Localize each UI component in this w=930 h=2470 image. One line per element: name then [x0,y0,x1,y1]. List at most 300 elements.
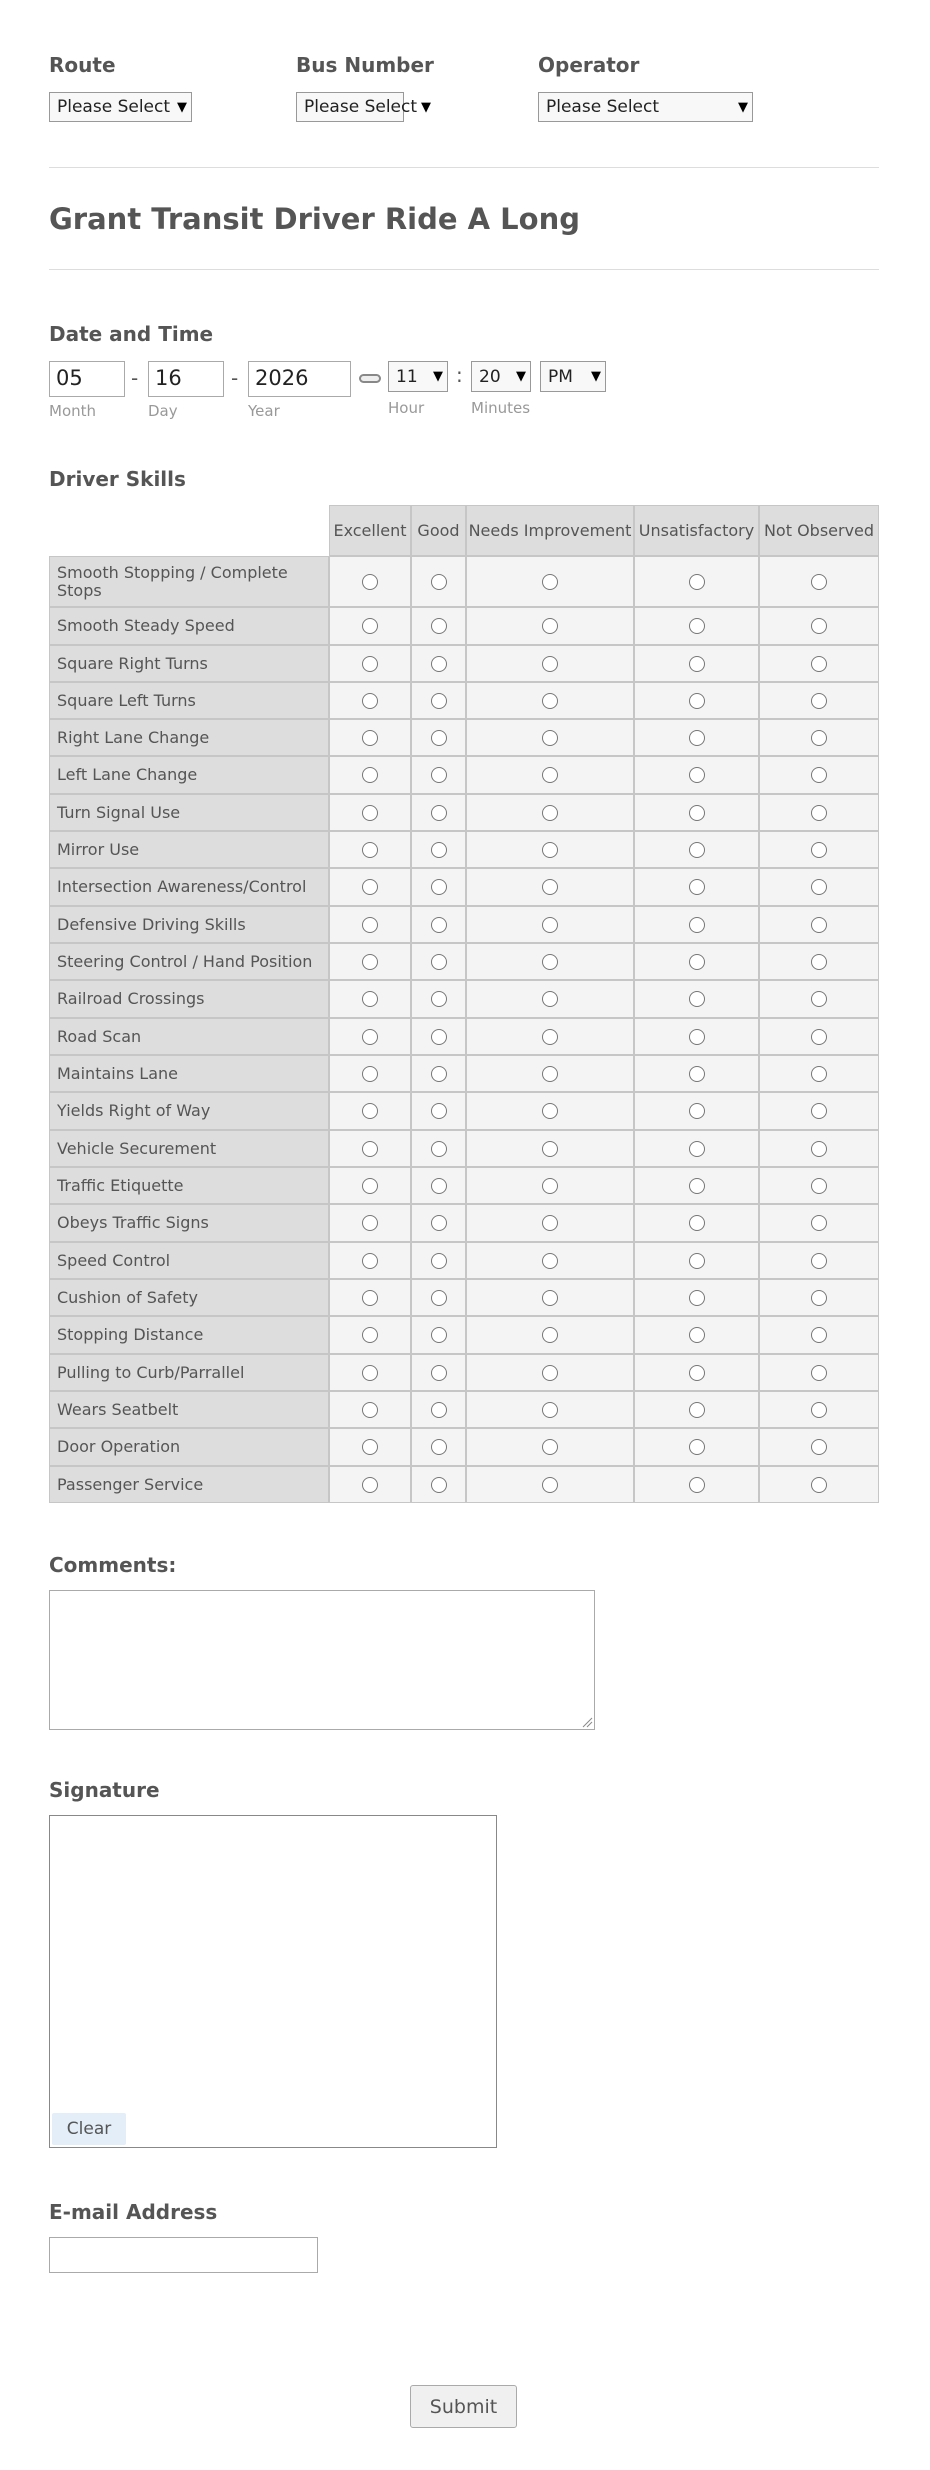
rating-radio[interactable] [689,1141,705,1157]
rating-radio[interactable] [362,656,378,672]
matrix-cell [329,1316,411,1354]
rating-radio[interactable] [431,1290,447,1306]
rating-radio[interactable] [542,1327,558,1343]
rating-radio[interactable] [542,656,558,672]
rating-radio[interactable] [542,805,558,821]
matrix-row-label: Square Left Turns [49,682,329,719]
rating-radio[interactable] [811,1178,827,1194]
bus-number-select[interactable] [296,92,432,122]
rating-radio[interactable] [362,1253,378,1269]
rating-radio[interactable] [542,842,558,858]
matrix-cell [466,794,634,831]
rating-radio[interactable] [362,1365,378,1381]
matrix-cell [466,682,634,719]
rating-radio[interactable] [811,1103,827,1119]
rating-radio[interactable] [689,1290,705,1306]
rating-radio[interactable] [542,1029,558,1045]
chevron-down-icon: ▼ [177,99,187,115]
rating-radio[interactable] [811,879,827,895]
rating-radio[interactable] [689,767,705,783]
matrix-cell [329,719,411,756]
rating-radio[interactable] [431,1066,447,1082]
rating-radio[interactable] [542,1402,558,1418]
matrix-cell [634,906,759,943]
chevron-down-icon: ▼ [738,99,748,115]
matrix-cell [634,1018,759,1055]
matrix-cell [466,831,634,868]
matrix-cell [329,607,411,645]
matrix-cell [411,756,466,794]
matrix-cell [759,1316,879,1354]
rating-radio[interactable] [362,991,378,1007]
email-label: E-mail Address [49,2200,218,2224]
matrix-cell [329,645,411,682]
matrix-cell [411,1354,466,1391]
rating-radio[interactable] [542,1290,558,1306]
rating-radio[interactable] [431,767,447,783]
rating-radio[interactable] [431,693,447,709]
rating-radio[interactable] [689,879,705,895]
date-time-label: Date and Time [49,322,214,346]
rating-radio[interactable] [811,954,827,970]
rating-radio[interactable] [689,1439,705,1455]
rating-radio[interactable] [542,618,558,634]
matrix-cell [634,1167,759,1204]
matrix-row-label: Traffic Etiquette [49,1167,329,1204]
matrix-cell [466,756,634,794]
route-select[interactable] [49,92,192,122]
rating-radio[interactable] [431,1029,447,1045]
rating-radio[interactable] [431,730,447,746]
chevron-down-icon: ▼ [591,369,601,384]
rating-radio[interactable] [362,574,378,590]
matrix-cell [466,645,634,682]
calendar-icon[interactable] [359,374,381,383]
rating-radio[interactable] [811,1253,827,1269]
rating-radio[interactable] [362,842,378,858]
matrix-cell [759,682,879,719]
rating-radio[interactable] [431,842,447,858]
signature-pad[interactable] [49,1815,497,2148]
matrix-cell [329,1466,411,1503]
rating-radio[interactable] [811,1402,827,1418]
rating-radio[interactable] [689,1066,705,1082]
rating-radio[interactable] [542,767,558,783]
rating-radio[interactable] [811,767,827,783]
rating-radio[interactable] [431,1365,447,1381]
rating-radio[interactable] [811,805,827,821]
rating-radio[interactable] [811,574,827,590]
matrix-row-label: Smooth Steady Speed [49,607,329,645]
matrix-row-label: Stopping Distance [49,1316,329,1354]
matrix-row-label: Turn Signal Use [49,794,329,831]
matrix-cell [466,906,634,943]
rating-radio[interactable] [811,1290,827,1306]
rating-radio[interactable] [362,1066,378,1082]
rating-radio[interactable] [811,1327,827,1343]
rating-radio[interactable] [542,1365,558,1381]
matrix-cell [759,645,879,682]
route-label: Route [49,53,116,77]
divider [49,167,879,168]
rating-radio[interactable] [362,618,378,634]
rating-radio[interactable] [431,1402,447,1418]
matrix-cell [329,943,411,980]
rating-radio[interactable] [689,842,705,858]
matrix-cell [759,1279,879,1316]
submit-button[interactable]: Submit [410,2385,517,2428]
operator-select[interactable] [538,92,753,122]
matrix-cell [329,1167,411,1204]
rating-radio[interactable] [542,1477,558,1493]
time-separator: : [456,363,463,387]
matrix-cell [411,831,466,868]
matrix-cell [466,719,634,756]
matrix-cell [411,943,466,980]
matrix-cell [329,556,411,607]
matrix-cell [329,831,411,868]
rating-radio[interactable] [362,767,378,783]
matrix-cell [466,1279,634,1316]
rating-radio[interactable] [542,730,558,746]
rating-radio[interactable] [542,954,558,970]
day-input[interactable]: 16 [148,361,224,397]
matrix-cell [759,1354,879,1391]
rating-radio[interactable] [689,917,705,933]
matrix-cell [329,1428,411,1466]
matrix-cell [634,868,759,906]
rating-radio[interactable] [362,1290,378,1306]
rating-radio[interactable] [689,1178,705,1194]
minutes-sublabel: Minutes [471,399,531,417]
matrix-cell [329,1204,411,1242]
matrix-cell [329,1391,411,1428]
rating-radio[interactable] [431,1439,447,1455]
matrix-cell [466,1204,634,1242]
rating-radio[interactable] [689,656,705,672]
rating-radio[interactable] [542,879,558,895]
ampm-select[interactable] [540,361,606,392]
matrix-cell [466,1018,634,1055]
rating-radio[interactable] [362,1402,378,1418]
rating-radio[interactable] [542,991,558,1007]
matrix-column-header: Unsatisfactory [634,505,759,556]
rating-radio[interactable] [811,917,827,933]
matrix-cell [329,1092,411,1130]
rating-radio[interactable] [689,1253,705,1269]
matrix-row-label: Defensive Driving Skills [49,906,329,943]
divider [49,269,879,270]
matrix-cell [466,868,634,906]
rating-radio[interactable] [542,1141,558,1157]
rating-radio[interactable] [689,991,705,1007]
rating-radio[interactable] [542,1066,558,1082]
matrix-cell [759,943,879,980]
matrix-column-header: Good [411,505,466,556]
matrix-cell [759,906,879,943]
matrix-cell [329,1055,411,1092]
driver-skills-label: Driver Skills [49,467,186,491]
matrix-cell [634,831,759,868]
operator-label: Operator [538,53,640,77]
matrix-column-header: Excellent [329,505,411,556]
matrix-row-label: Speed Control [49,1242,329,1279]
rating-radio[interactable] [689,693,705,709]
rating-radio[interactable] [811,1029,827,1045]
month-input[interactable]: 05 [49,361,125,397]
date-separator: - [131,366,139,390]
matrix-row-label: Passenger Service [49,1466,329,1503]
bus-number-label: Bus Number [296,53,434,77]
matrix-cell [411,1018,466,1055]
rating-radio[interactable] [542,1215,558,1231]
rating-radio[interactable] [811,991,827,1007]
matrix-cell [466,1130,634,1167]
matrix-cell [634,943,759,980]
matrix-cell [411,1391,466,1428]
rating-radio[interactable] [362,917,378,933]
matrix-cell [411,1167,466,1204]
rating-radio[interactable] [811,730,827,746]
rating-radio[interactable] [689,1029,705,1045]
hour-select[interactable] [388,361,448,392]
rating-radio[interactable] [431,991,447,1007]
rating-radio[interactable] [362,954,378,970]
matrix-cell [759,607,879,645]
matrix-row-label: Vehicle Securement [49,1130,329,1167]
matrix-cell [466,1167,634,1204]
route-select-value: Please Select [57,97,171,117]
rating-radio[interactable] [431,1215,447,1231]
rating-radio[interactable] [689,1365,705,1381]
matrix-row-label: Intersection Awareness/Control [49,868,329,906]
matrix-cell [759,1466,879,1503]
matrix-cell [466,1354,634,1391]
matrix-row-label: Road Scan [49,1018,329,1055]
matrix-cell [329,906,411,943]
matrix-cell [329,682,411,719]
matrix-cell [411,980,466,1018]
rating-radio[interactable] [431,954,447,970]
matrix-cell [466,980,634,1018]
matrix-cell [759,1242,879,1279]
year-input[interactable]: 2026 [248,361,351,397]
matrix-cell [411,645,466,682]
rating-radio[interactable] [811,618,827,634]
matrix-cell [411,794,466,831]
rating-radio[interactable] [689,1327,705,1343]
matrix-cell [411,1130,466,1167]
rating-radio[interactable] [811,1215,827,1231]
matrix-cell [634,682,759,719]
matrix-cell [759,1055,879,1092]
matrix-cell [329,1279,411,1316]
rating-radio[interactable] [689,730,705,746]
matrix-column-header: Not Observed [759,505,879,556]
rating-radio[interactable] [689,1103,705,1119]
rating-radio[interactable] [431,574,447,590]
matrix-cell [411,906,466,943]
matrix-cell [329,794,411,831]
rating-radio[interactable] [689,1477,705,1493]
rating-radio[interactable] [689,1402,705,1418]
matrix-cell [634,1242,759,1279]
rating-radio[interactable] [542,1103,558,1119]
rating-radio[interactable] [431,1253,447,1269]
matrix-cell [759,1428,879,1466]
matrix-cell [466,556,634,607]
rating-radio[interactable] [542,574,558,590]
matrix-cell [466,1055,634,1092]
rating-radio[interactable] [362,1327,378,1343]
matrix-cell [759,1018,879,1055]
matrix-cell [411,1466,466,1503]
date-separator: - [231,366,239,390]
matrix-cell [411,682,466,719]
rating-radio[interactable] [431,618,447,634]
rating-radio[interactable] [362,1029,378,1045]
matrix-row-label: Smooth Stopping / Complete Stops [49,556,329,607]
rating-radio[interactable] [689,1215,705,1231]
matrix-cell [634,1466,759,1503]
matrix-row-label: Maintains Lane [49,1055,329,1092]
rating-radio[interactable] [689,805,705,821]
matrix-row-label: Yields Right of Way [49,1092,329,1130]
month-sublabel: Month [49,402,97,420]
rating-radio[interactable] [811,1365,827,1381]
rating-radio[interactable] [689,618,705,634]
matrix-cell [466,1466,634,1503]
matrix-cell [634,1204,759,1242]
rating-radio[interactable] [362,1477,378,1493]
matrix-cell [466,607,634,645]
matrix-cell [329,756,411,794]
matrix-cell [411,556,466,607]
rating-radio[interactable] [362,730,378,746]
rating-radio[interactable] [811,1477,827,1493]
ampm-select-value: PM [548,366,573,387]
matrix-cell [759,1391,879,1428]
rating-radio[interactable] [431,1141,447,1157]
matrix-cell [759,980,879,1018]
rating-radio[interactable] [431,1178,447,1194]
matrix-cell [466,1391,634,1428]
hour-select-value: 11 [396,366,418,387]
matrix-cell [411,1279,466,1316]
comments-textarea[interactable] [49,1590,595,1730]
matrix-cell [329,980,411,1018]
rating-radio[interactable] [431,656,447,672]
matrix-row-label: Door Operation [49,1428,329,1466]
matrix-row-label: Left Lane Change [49,756,329,794]
rating-radio[interactable] [431,1477,447,1493]
matrix-cell [634,1428,759,1466]
matrix-cell [466,1242,634,1279]
matrix-cell [466,1092,634,1130]
rating-radio[interactable] [811,1141,827,1157]
matrix-cell [634,607,759,645]
chevron-down-icon: ▼ [433,369,443,384]
rating-radio[interactable] [362,693,378,709]
rating-radio[interactable] [811,1439,827,1455]
matrix-cell [411,719,466,756]
rating-radio[interactable] [811,693,827,709]
form-title: Grant Transit Driver Ride A Long [49,202,580,236]
rating-radio[interactable] [542,917,558,933]
rating-radio[interactable] [362,805,378,821]
rating-radio[interactable] [689,574,705,590]
matrix-cell [634,1092,759,1130]
rating-radio[interactable] [431,1103,447,1119]
matrix-cell [759,831,879,868]
day-sublabel: Day [148,402,178,420]
rating-radio[interactable] [811,656,827,672]
matrix-row-label: Cushion of Safety [49,1279,329,1316]
rating-radio[interactable] [362,1178,378,1194]
matrix-cell [634,980,759,1018]
matrix-cell [759,794,879,831]
matrix-cell [411,1428,466,1466]
matrix-cell [466,943,634,980]
rating-radio[interactable] [811,842,827,858]
matrix-cell [411,1055,466,1092]
matrix-cell [634,1055,759,1092]
minutes-select[interactable] [471,361,531,392]
rating-radio[interactable] [431,879,447,895]
matrix-cell [634,645,759,682]
bus-number-select-value: Please Select [304,97,418,117]
matrix-cell [634,719,759,756]
rating-radio[interactable] [811,1066,827,1082]
matrix-cell [411,1316,466,1354]
resize-handle-icon[interactable] [581,1716,593,1728]
rating-radio[interactable] [362,879,378,895]
rating-radio[interactable] [362,1103,378,1119]
matrix-cell [759,719,879,756]
comments-label: Comments: [49,1553,177,1577]
matrix-cell [329,868,411,906]
matrix-row-label: Pulling to Curb/Parrallel [49,1354,329,1391]
matrix-cell [411,1242,466,1279]
matrix-cell [634,794,759,831]
rating-radio[interactable] [542,1253,558,1269]
matrix-cell [759,756,879,794]
rating-radio[interactable] [362,1141,378,1157]
rating-radio[interactable] [362,1439,378,1455]
matrix-cell [634,1391,759,1428]
operator-select-value: Please Select [546,97,660,117]
matrix-cell [329,1242,411,1279]
matrix-row-label: Obeys Traffic Signs [49,1204,329,1242]
matrix-cell [759,556,879,607]
rating-radio[interactable] [431,1327,447,1343]
matrix-row-label: Railroad Crossings [49,980,329,1018]
matrix-cell [329,1018,411,1055]
rating-radio[interactable] [689,954,705,970]
rating-radio[interactable] [542,1178,558,1194]
rating-radio[interactable] [542,1439,558,1455]
hour-sublabel: Hour [388,399,425,417]
rating-radio[interactable] [542,693,558,709]
email-input[interactable] [49,2237,318,2273]
rating-radio[interactable] [431,917,447,933]
matrix-cell [466,1316,634,1354]
rating-radio[interactable] [431,805,447,821]
rating-radio[interactable] [362,1215,378,1231]
matrix-cell [634,1279,759,1316]
matrix-cell [759,868,879,906]
clear-signature-button[interactable]: Clear [52,2113,126,2145]
